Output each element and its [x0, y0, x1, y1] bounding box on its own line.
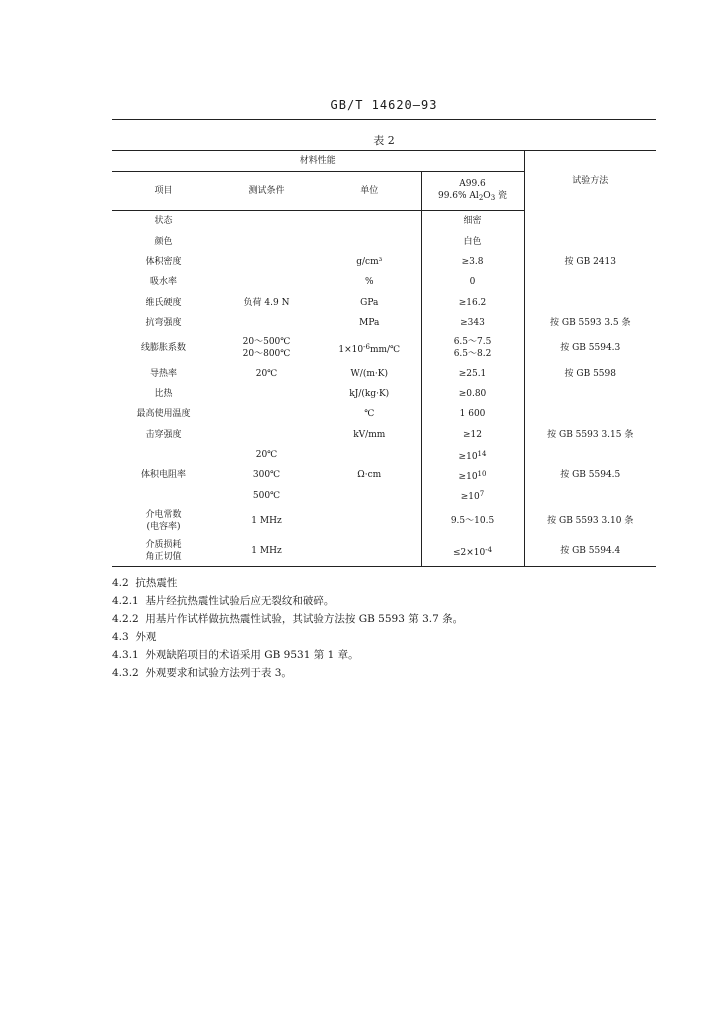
cell-method: 按 GB 5594.4	[524, 536, 656, 567]
cell-condition	[215, 404, 318, 424]
table-row	[112, 425, 656, 445]
cell-condition: 1 MHz	[215, 536, 318, 567]
clause: 4.2.1 基片经抗热震性试验后应无裂纹和破碎。	[112, 595, 335, 607]
cell-method	[524, 231, 656, 251]
table-row	[112, 384, 656, 404]
cell-condition: 负荷 4.9 N	[243, 297, 290, 308]
cell-condition	[215, 384, 318, 404]
cell-value: 0	[421, 272, 524, 292]
cell-item: 体积电阻率	[140, 470, 186, 481]
cell-unit	[318, 506, 421, 536]
cell-method: 按 GB 5593 3.15 条	[524, 425, 656, 445]
cell-method: 按 GB 2413	[524, 252, 656, 272]
table-row	[112, 506, 656, 536]
cell-method: 按 GB 5594.3	[524, 333, 656, 363]
cell-unit: Ω·cm	[357, 470, 382, 481]
group-header: 材料性能	[112, 151, 524, 172]
col-condition: 测试条件	[215, 172, 318, 211]
table-row	[112, 404, 656, 424]
col-method: 试验方法	[524, 151, 656, 211]
table-row	[112, 252, 656, 272]
cell-value: ≥343	[421, 313, 524, 333]
cell-method: 按 GB 5593 3.5 条	[524, 313, 656, 333]
cell-value: ≥12	[421, 425, 524, 445]
cell-value: 白色	[421, 231, 524, 251]
cell-method: 按 GB 5594.5	[524, 445, 656, 506]
cell-item: 抗弯强度	[145, 318, 182, 329]
standard-number: GB/T 14620—93	[330, 98, 438, 112]
cell-unit: kV/mm	[353, 429, 386, 440]
cell-condition: 20℃	[255, 450, 278, 461]
cell-method	[524, 272, 656, 292]
cell-unit: %	[364, 277, 374, 288]
cell-item: 线膨胀系数	[140, 343, 186, 354]
cell-item: 状态	[154, 216, 173, 227]
cell-value: 细密	[421, 211, 524, 232]
cell-unit: g/cm³	[356, 256, 383, 267]
clause: 4.3 外观	[112, 631, 157, 643]
table-title: 表 2	[373, 134, 395, 147]
table-row	[112, 231, 656, 251]
cell-condition	[215, 313, 318, 333]
cell-unit	[318, 231, 421, 251]
cell-value: ≥25.1	[421, 363, 524, 383]
cell-unit: GPa	[360, 297, 379, 308]
cell-item: 比热	[154, 388, 173, 399]
cell-method	[524, 211, 656, 232]
cell-condition: 500℃	[252, 490, 281, 501]
table-row	[112, 313, 656, 333]
cell-item: 颜色	[154, 236, 173, 247]
table-row	[112, 363, 656, 383]
cell-item: 击穿强度	[145, 429, 182, 440]
cell-method: 按 GB 5593 3.10 条	[524, 506, 656, 536]
cell-condition	[215, 211, 318, 232]
table-row	[112, 293, 656, 313]
cell-method: 按 GB 5598	[524, 363, 656, 383]
clause: 4.2.2 用基片作试样做抗热震性试验，其试验方法按 GB 5593 第 3.7 条。	[112, 613, 464, 625]
cell-condition: 20℃	[255, 368, 278, 379]
cell-condition	[215, 231, 318, 251]
cell-item: 吸水率	[149, 277, 177, 288]
spec-table	[112, 150, 656, 567]
table-row	[112, 272, 656, 292]
cell-value: 9.5～10.5	[421, 506, 524, 536]
clause: 4.2 抗热震性	[112, 577, 178, 589]
col-unit: 单位	[318, 172, 421, 211]
col-material: A99.6 99.6% $Al_2O_3$ 瓷	[421, 172, 524, 211]
table-row	[112, 333, 656, 363]
clause-list	[112, 574, 672, 682]
cell-item: 最高使用温度	[136, 409, 191, 420]
cell-value: $\le 2\times 10^{-4}$	[421, 536, 524, 567]
cell-item: 导热率	[149, 368, 177, 379]
cell-value: $\ge 10^7$	[421, 486, 524, 506]
cell-condition	[215, 272, 318, 292]
cell-method	[524, 293, 656, 313]
cell-value: ≥3.8	[421, 252, 524, 272]
header-rule	[112, 119, 656, 120]
cell-method	[524, 384, 656, 404]
col-item: 项目	[112, 172, 215, 211]
clause: 4.3.2 外观要求和试验方法列于表 3。	[112, 667, 292, 679]
cell-condition: 1 MHz	[251, 516, 282, 527]
cell-condition: 20～500℃ 20～800℃	[242, 337, 291, 360]
cell-value: ≥0.80	[421, 384, 524, 404]
cell-item: 维氏硬度	[145, 297, 182, 308]
table-row	[112, 536, 656, 567]
cell-value: $\ge 10^{14}$	[421, 445, 524, 465]
cell-unit: kJ/(kg·K)	[349, 388, 390, 399]
cell-unit	[318, 211, 421, 232]
cell-condition	[215, 425, 318, 445]
cell-value: ≥16.2	[421, 293, 524, 313]
table-row	[112, 445, 656, 465]
cell-unit: MPa	[359, 318, 380, 329]
cell-unit: W/(m·K)	[350, 368, 388, 379]
cell-method	[524, 404, 656, 424]
cell-unit: ℃	[364, 409, 375, 420]
table-row	[112, 211, 656, 232]
cell-condition: 300℃	[252, 470, 281, 481]
cell-condition	[215, 252, 318, 272]
cell-item: 介电常数 (电容率)	[145, 510, 182, 533]
cell-item: 体积密度	[145, 256, 182, 267]
cell-value: $\ge 10^{10}$	[421, 465, 524, 485]
cell-unit	[318, 536, 421, 567]
clause: 4.3.1 外观缺陷项目的术语采用 GB 9531 第 1 章。	[112, 649, 359, 661]
cell-value: 1 600	[421, 404, 524, 424]
cell-item: 介质损耗 角正切值	[112, 536, 215, 567]
cell-unit: $1\times 10^{-6}mm/℃$	[338, 342, 401, 355]
cell-value: 6.5～7.5 6.5～8.2	[421, 333, 524, 363]
